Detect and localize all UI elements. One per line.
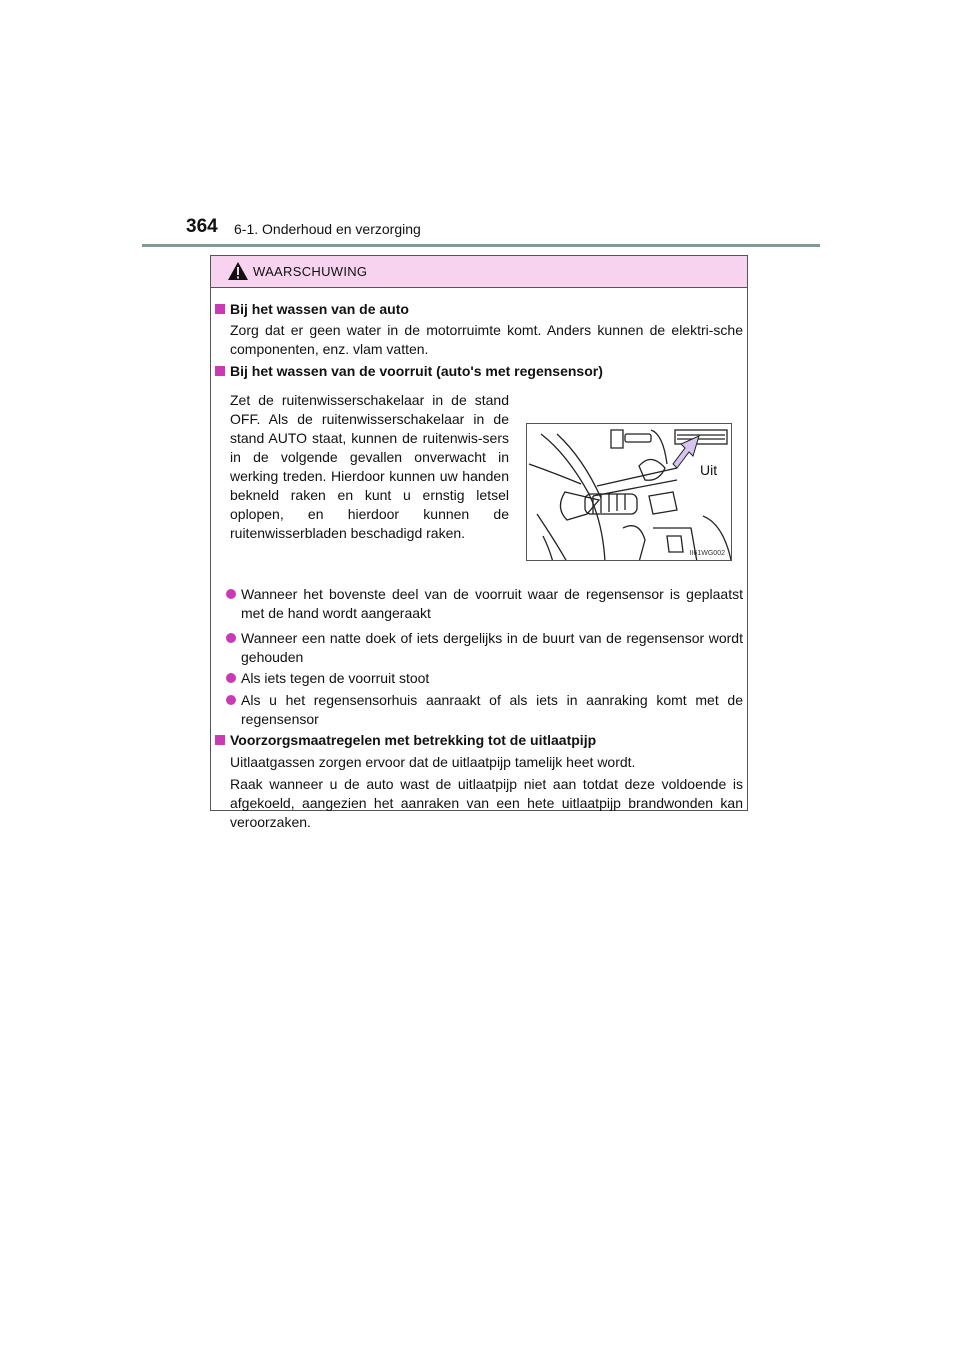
section-text: Zet de ruitenwisserschakelaar in de stand OFF. Als de ruitenwisserschakelaar in de stand AUTO staat, kunnen de ruitenwis-sers in de volgende gevallen onverwacht in werking treden. Hierdoor kunnen uw handen bekneld raken en kunt u ernstig letsel oplopen, en hierdoor kunnen de ruitenwisserbladen beschadigd raken. xyxy=(230,392,509,541)
figure-code: II61WG002 xyxy=(689,550,725,557)
square-bullet-icon xyxy=(215,366,225,376)
circle-bullet-icon xyxy=(226,633,236,643)
section-text: Raak wanneer u de auto wast de uitlaatpijp niet aan totdat deze voldoende is afgekoeld, aangezien het aanraken van een hete uitlaatpijp brandwonden kan veroorzaken. xyxy=(230,776,743,830)
circle-bullet-icon xyxy=(226,589,236,599)
section-text: Uitlaatgassen zorgen ervoor dat de uitlaatpijp tamelijk heet wordt. xyxy=(230,754,636,770)
section-title: 6-1. Onderhoud en verzorging xyxy=(234,221,421,237)
bullet-item: Als iets tegen de voorruit stoot xyxy=(226,669,743,688)
steering-column-illustration xyxy=(527,424,732,561)
bullet-item: Wanneer het bovenste deel van de voorruit waar de regensensor is geplaatst met de hand wordt aangeraakt xyxy=(226,585,743,623)
bullet-item: Wanneer een natte doek of iets dergelijks in de buurt van de regensensor wordt gehouden xyxy=(226,629,743,667)
warning-triangle-icon xyxy=(227,261,249,281)
square-bullet-icon xyxy=(215,304,225,314)
square-bullet-icon xyxy=(215,735,225,745)
warning-box xyxy=(210,255,748,830)
warning-header xyxy=(211,256,747,288)
bullet-item: Als u het regensensorhuis aanraakt of als iets in aanraking komt met de regensensor xyxy=(226,691,743,729)
section-heading: Bij het wassen van de auto xyxy=(215,301,409,317)
circle-bullet-icon xyxy=(226,695,236,705)
header-rule xyxy=(142,244,820,247)
section-heading: Bij het wassen van de voorruit (auto's met regensensor) xyxy=(215,363,603,379)
figure-label-off: Uit xyxy=(700,462,718,478)
page-number: 364 xyxy=(186,216,218,237)
section-text: Zorg dat er geen water in de motorruimte komt. Anders kunnen de elektri-sche componenten, enz. vlam vatten. xyxy=(230,322,743,357)
section-heading: Voorzorgsmaatregelen met betrekking tot de uitlaatpijp xyxy=(215,732,596,748)
circle-bullet-icon xyxy=(226,673,236,683)
warning-label: WAARSCHUWING xyxy=(253,264,368,279)
wiper-switch-figure xyxy=(526,423,732,561)
